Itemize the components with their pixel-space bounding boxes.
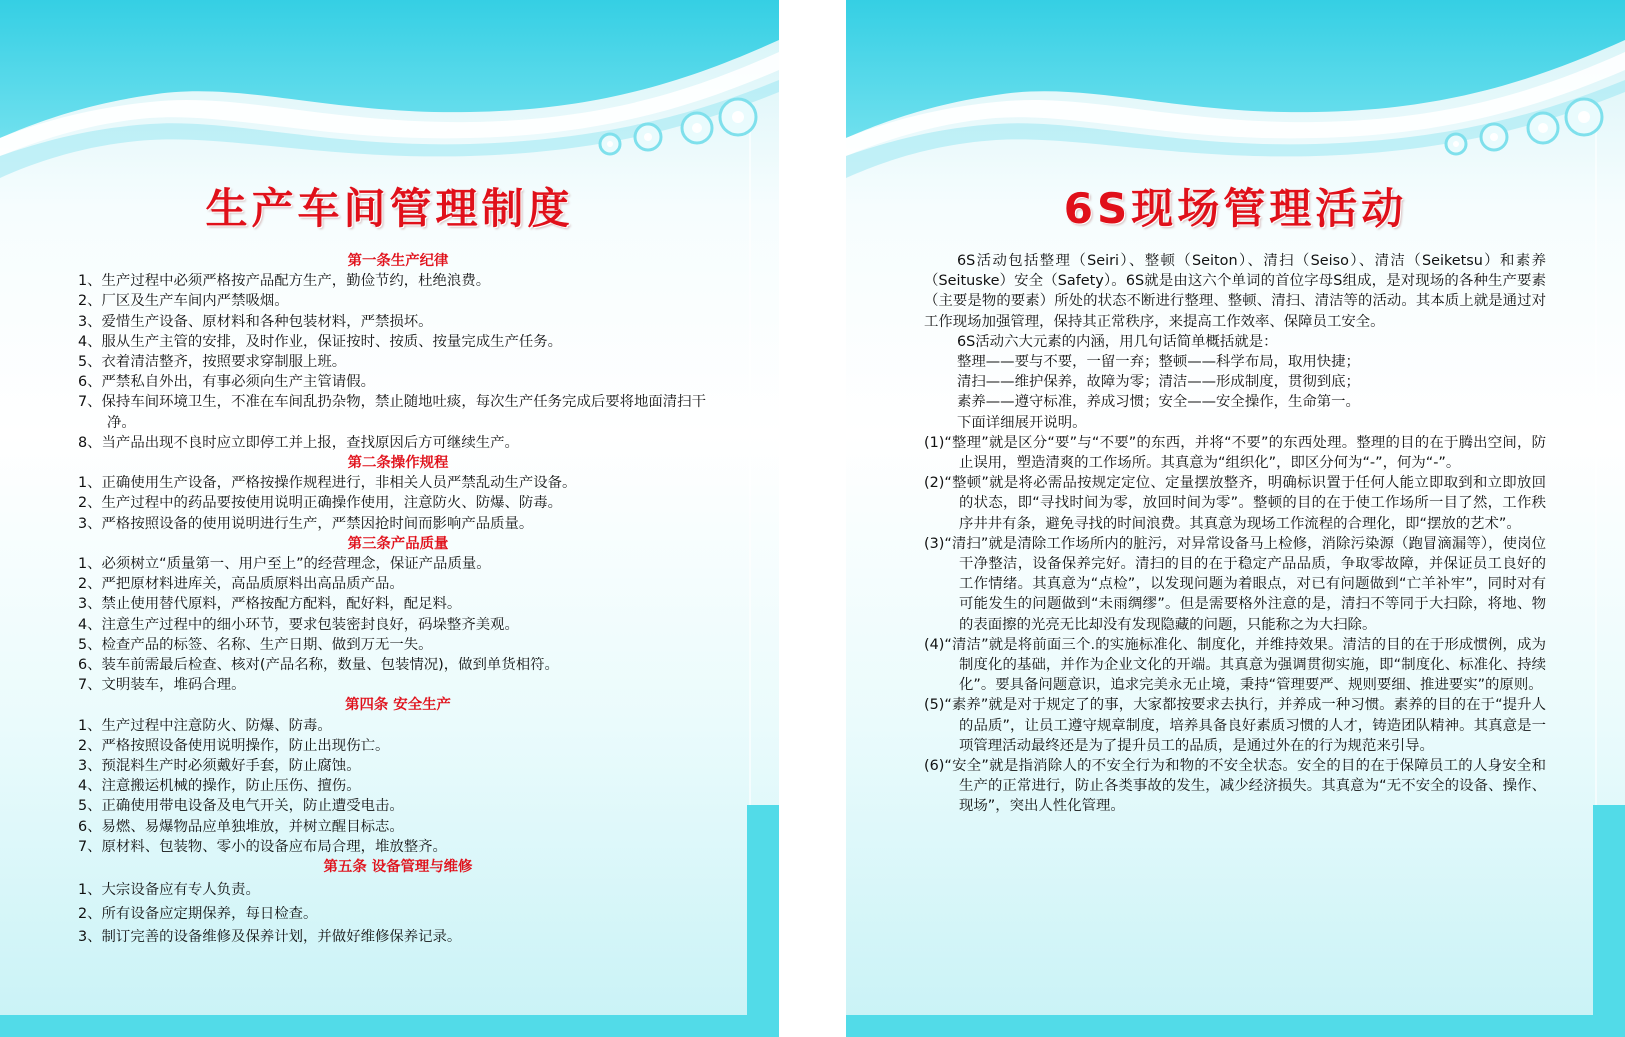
rule-item: 2、严格按照设备使用说明操作，防止出现伤亡。 [78, 737, 390, 754]
summary-line: 整理——要与不要，一留一弃；整顿——科学布局，取用快捷； [957, 354, 1360, 371]
point-item: (6)“安全”就是指消除人的不安全行为和物的不安全状态。安全的目的在于保障员工的人身安全和生产的正常进行，防止各类事故的发生，减少经济损失。其真意为“无不安全的设备、操作、现场”，突出人性化管理。 [924, 758, 1546, 815]
right-poster [846, 0, 1625, 1037]
rule-item: 8、当产品出现不良时应立即停工并上报，查找原因后方可继续生产。 [78, 434, 519, 451]
rule-item: 1、大宗设备应有专人负责。 [78, 882, 260, 899]
rule-item: 5、检查产品的标签、名称、生产日期、做到万无一失。 [78, 636, 433, 653]
rule-item: 7、保持车间环境卫生，不准在车间乱扔杂物，禁止随地吐痰，每次生产任务完成后要将地面清扫干净。 [78, 394, 706, 431]
rule-item: 7、原材料、包装物、零小的设备应布局合理，堆放整齐。 [78, 838, 447, 855]
details-intro: 下面详细展开说明。 [957, 414, 1087, 431]
rule-item: 3、严格按照设备的使用说明进行生产，严禁因抢时间而影响产品质量。 [78, 515, 534, 532]
point-item: (3)“清扫”就是清除工作场所内的脏污，对异常设备马上检修，消除污染源（跑冒滴漏等），使岗位干净整洁，设备保养完好。清扫的目的在于稳定产品品质，争取零故障，并保证员工良好的工作情绪。其真意为“点检”，以发现问题为着眼点，对已有问题做到“亡羊补牢”，同时对有可能发生的问题做到“未雨绸缪”。但是需要格外注意的是，清扫不等同于大扫除，将地、物的表面擦的光亮无比却没有发现隐藏的问题，只能称之为大扫除。 [924, 535, 1546, 633]
rule-item: 3、爱惜生产设备、原材料和各种包装材料，严禁损坏。 [78, 313, 433, 330]
section-heading: 第一条生产纪律 [347, 253, 449, 269]
poster-title: 6S现场管理活动 [1063, 184, 1408, 233]
point-item: (2)“整顿”就是将必需品按规定定位、定量摆放整齐，明确标识置于任何人能立即取到和立即放回的状态，即“寻找时间为零，放回时间为零”。整顿的目的在于使工作场所一目了然，工作秩序井井有条，避免寻找的时间浪费。其真意为现场工作流程的合理化，即“摆放的艺术”。 [924, 475, 1546, 532]
point-item: (1)“整理”就是区分“要”与“不要”的东西，并将“不要”的东西处理。整理的目的在于腾出空间，防止误用，塑造清爽的工作场所。其真意为“组织化”，即区分何为“-”，何为“-”。 [924, 434, 1546, 472]
corner-band-right [747, 805, 779, 1037]
section-heading: 第四条 安全生产 [345, 697, 451, 714]
rule-item: 7、文明装车，堆码合理。 [78, 677, 246, 694]
summary-line: 清扫——维护保养，故障为零；清洁——形成制度，贯彻到底； [957, 374, 1360, 391]
section-heading: 第三条产品质量 [347, 535, 449, 552]
rule-item: 4、注意生产过程中的细小环节，要求包装密封良好，码垛整齐美观。 [78, 616, 519, 633]
corner-band-right [1593, 805, 1625, 1037]
summary-intro: 6S活动六大元素的内涵，用几句话简单概括就是： [957, 333, 1278, 350]
rule-item: 1、必须树立“质量第一、用户至上”的经营理念，保证产品质量。 [78, 556, 491, 573]
rule-item: 1、生产过程中注意防火、防爆、防毒。 [78, 717, 332, 734]
section-heading: 第二条操作规程 [347, 455, 449, 472]
rule-item: 6、装车前需最后检查、核对(产品名称，数量、包装情况)，做到单货相符。 [78, 657, 559, 674]
rule-item: 6、易燃、易爆物品应单独堆放，并树立醒目标志。 [78, 818, 404, 835]
rule-item: 2、严把原材料进库关，高品质原料出高品质产品。 [78, 576, 404, 593]
rule-item: 5、正确使用带电设备及电气开关，防止遭受电击。 [78, 798, 404, 815]
section-heading: 第五条 设备管理与维修 [323, 859, 473, 876]
six-s-body [924, 251, 1546, 817]
rule-item: 5、衣着清洁整齐，按照要求穿制服上班。 [78, 354, 347, 371]
rule-item: 1、正确使用生产设备，严格按操作规程进行，非相关人员严禁乱动生产设备。 [78, 475, 577, 492]
rule-item: 6、严禁私自外出，有事必须向生产主管请假。 [78, 374, 375, 391]
rule-item: 2、厂区及生产车间内严禁吸烟。 [78, 293, 289, 310]
point-item: (5)“素养”就是对于规定了的事，大家都按要求去执行，并养成一种习惯。素养的目的在于“提升人的品质”，让员工遵守规章制度，培养具备良好素质习惯的人才，铸造团队精神。其真意是一项管理活动最终还是为了提升员工的品质，是通过外在的行为规范来引导。 [924, 697, 1546, 754]
bottom-band [0, 1015, 779, 1037]
rules-body [78, 251, 718, 947]
bottom-band [846, 1015, 1625, 1037]
intro-paragraph: 6S活动包括整理（Seiri）、整顿（Seiton）、清扫（Seiso）、清洁（Seiketsu）和素养（Seituske）安全（Safety）。6S就是由这六个单词的首位字母S组成，是对现场的各种生产要素（主要是物的要素）所处的状态不断进行整理、整顿、清扫、清洁等的活动。其本质上就是通过对工作现场加强管理，保持其正常秩序，来提高工作效率、保障员工安全。 [924, 253, 1546, 330]
point-item: (4)“清洁”就是将前面三个.的实施标准化、制度化，并维持效果。清洁的目的在于形成惯例，成为制度化的基础，并作为企业文化的开端。其真意为强调贯彻实施，即“制度化、标准化、持续化”。要具备问题意识，追求完美永无止境，秉持“管理要严、规则要细、推进要实”的原则。 [924, 636, 1546, 694]
rule-item: 1、生产过程中必须严格按产品配方生产，勤俭节约，杜绝浪费。 [78, 273, 491, 290]
rule-item: 3、禁止使用替代原料，严格按配方配料，配好料，配足料。 [78, 596, 462, 613]
rule-item: 3、制订完善的设备维修及保养计划，并做好维修保养记录。 [78, 928, 462, 945]
left-poster [0, 0, 779, 1037]
rule-item: 3、预混料生产时必须戴好手套，防止腐蚀。 [78, 758, 361, 775]
rule-item: 4、服从生产主管的安排，及时作业，保证按时、按质、按量完成生产任务。 [78, 333, 563, 350]
rule-item: 4、注意搬运机械的操作，防止压伤、擅伤。 [78, 778, 361, 795]
summary-line: 素养——遵守标准，养成习惯；安全——安全操作，生命第一。 [957, 394, 1360, 411]
rule-item: 2、所有设备应定期保养，每日检查。 [78, 905, 318, 922]
poster-title: 生产车间管理制度 [205, 184, 574, 233]
rule-item: 2、生产过程中的药品要按使用说明正确操作使用，注意防火、防爆、防毒。 [78, 495, 563, 512]
